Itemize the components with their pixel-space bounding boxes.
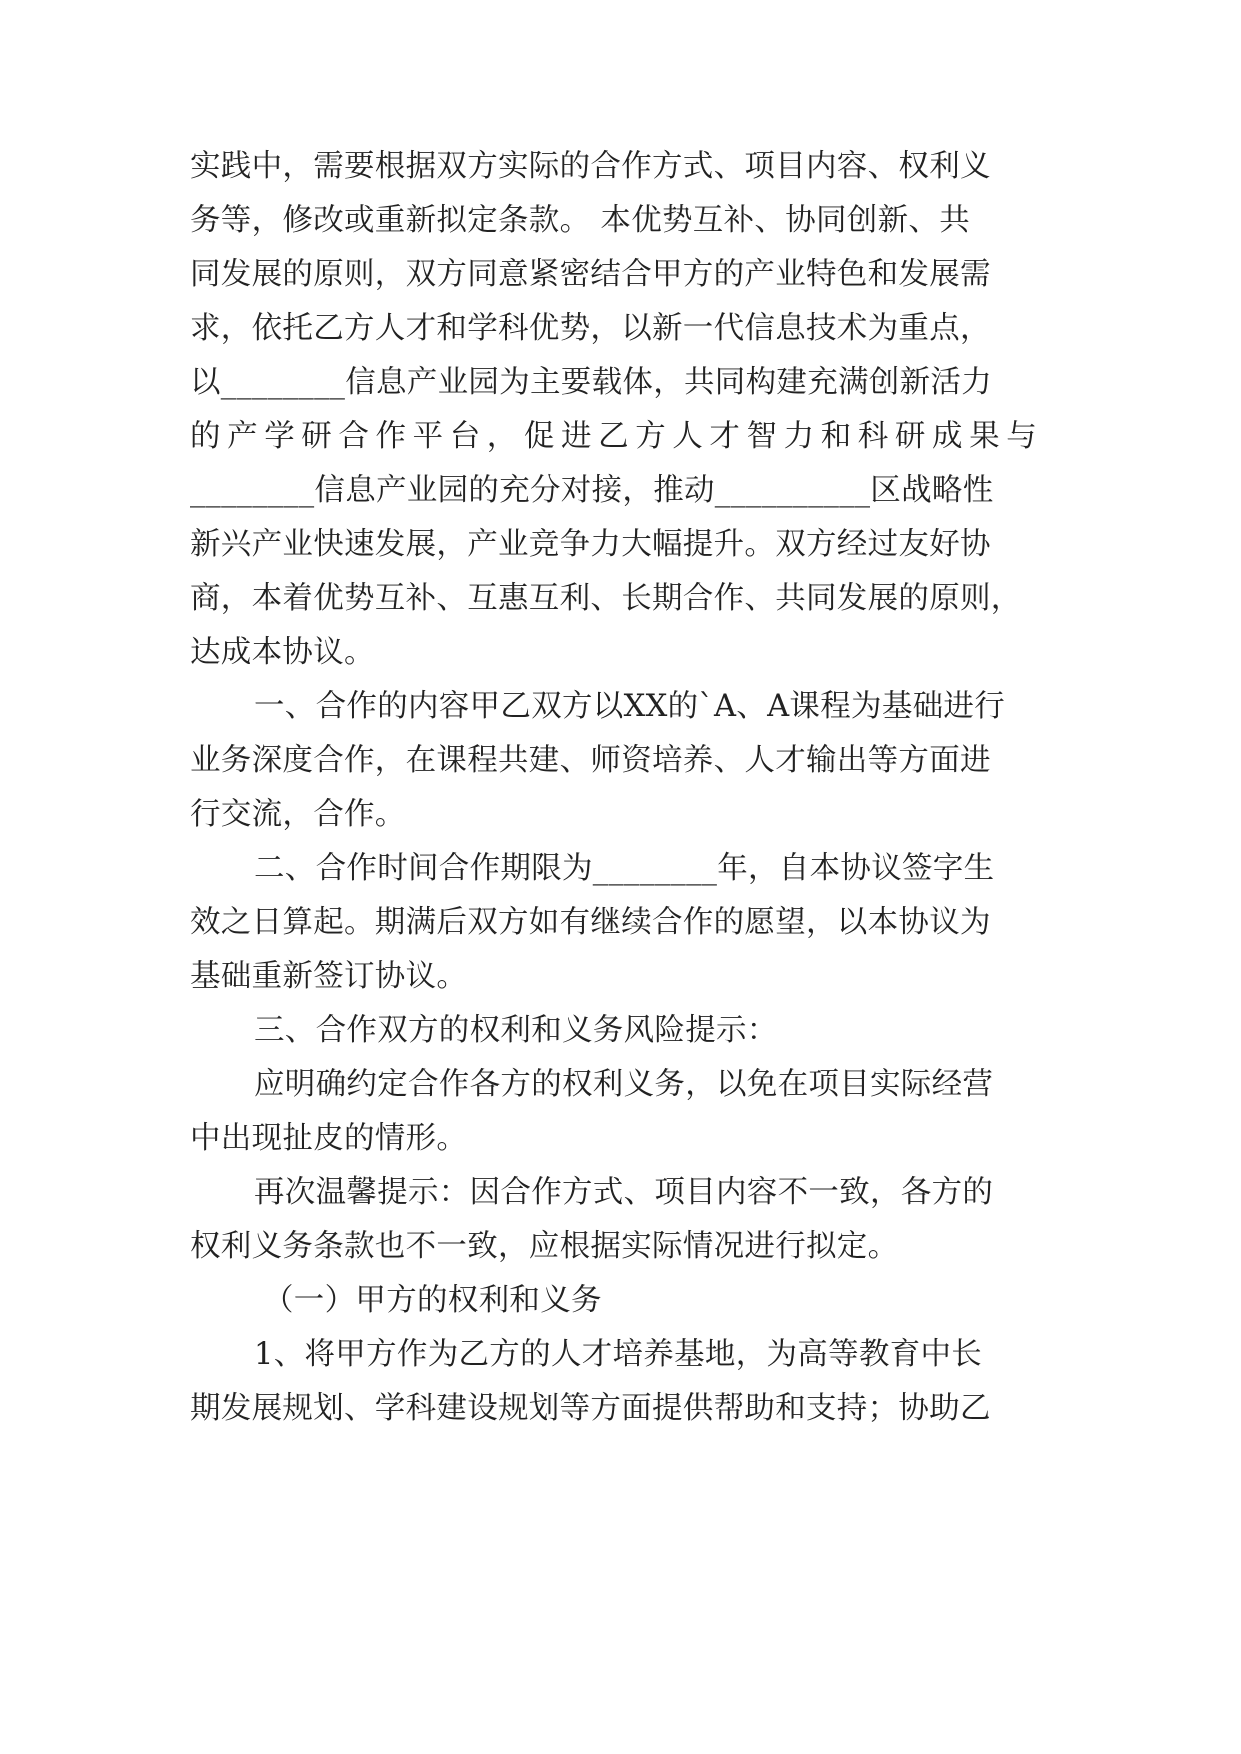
section-heading-cooperation-content: 一、合作的内容甲乙双方以XX的`A、A课程为基础进行 xyxy=(254,689,1006,724)
paragraph-line: 达成本协议。 xyxy=(190,635,375,670)
paragraph-line: 业务深度合作，在课程共建、师资培养、人才输出等方面进 xyxy=(190,743,991,778)
paragraph-line: 实践中，需要根据双方实际的合作方式、项目内容、权利义 xyxy=(190,149,991,184)
paragraph-line: 同发展的原则，双方同意紧密结合甲方的产业特色和发展需 xyxy=(190,257,991,292)
paragraph-line: 商，本着优势互补、互惠互利、长期合作、共同发展的原则， xyxy=(190,581,1022,616)
paragraph-line: 新兴产业快速发展，产业竞争力大幅提升。双方经过友好协 xyxy=(190,527,991,562)
paragraph-line: 中出现扯皮的情形。 xyxy=(190,1121,468,1156)
paragraph-line: 求，依托乙方人才和学科优势，以新一代信息技术为重点， xyxy=(190,311,991,346)
paragraph-line: 基础重新签订协议。 xyxy=(190,959,468,994)
paragraph-line: 以________信息产业园为主要载体，共同构建充满创新活力 xyxy=(190,365,992,400)
clause-line: 1、将甲方作为乙方的人才培养基地，为高等教育中长 xyxy=(254,1337,983,1372)
subsection-heading-party-a: （一）甲方的权利和义务 xyxy=(263,1283,602,1318)
reminder-line: 再次温馨提示：因合作方式、项目内容不一致，各方的 xyxy=(254,1175,994,1210)
paragraph-line: 权利义务条款也不一致，应根据实际情况进行拟定。 xyxy=(190,1229,899,1264)
paragraph-line: 期发展规划、学科建设规划等方面提供帮助和支持；协助乙 xyxy=(190,1391,991,1426)
paragraph-line: 效之日算起。期满后双方如有继续合作的愿望，以本协议为 xyxy=(190,905,991,940)
paragraph-line: ________信息产业园的充分对接，推动__________区战略性 xyxy=(190,473,994,508)
section-heading-rights-obligations: 三、合作双方的权利和义务风险提示： xyxy=(254,1013,778,1048)
risk-tip-line: 应明确约定合作各方的权利义务，以免在项目实际经营 xyxy=(254,1067,994,1102)
section-heading-cooperation-period: 二、合作时间合作期限为________年，自本协议签字生 xyxy=(254,851,995,886)
paragraph-line: 务等，修改或重新拟定条款。 本优势互补、协同创新、共 xyxy=(190,203,970,238)
paragraph-line: 的产学研合作平台，促进乙方人才智力和科研成果与 xyxy=(190,419,1044,454)
paragraph-line: 行交流，合作。 xyxy=(190,797,406,832)
